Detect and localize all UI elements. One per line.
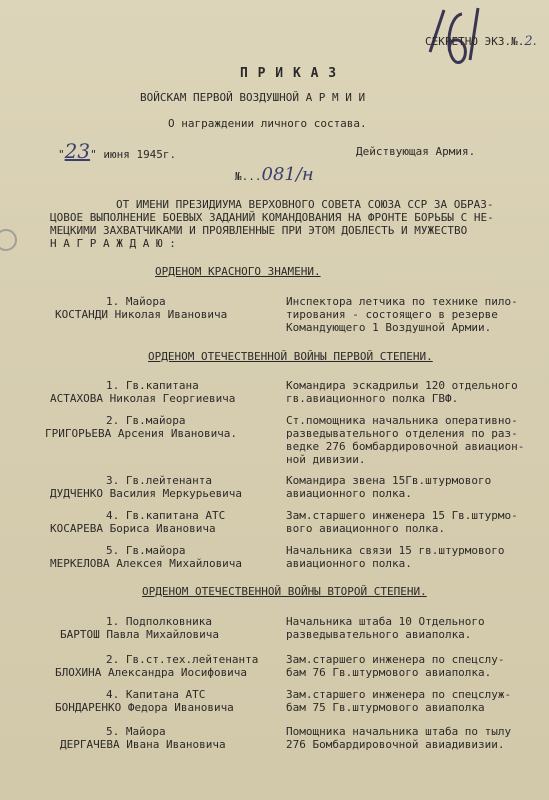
entry-name: ДЕРГАЧЕВА Ивана Ивановича [60, 738, 226, 751]
entry-name: КОСТАНДИ Николая Ивановича [55, 308, 228, 321]
entry-rank: 2. Гв.майора [106, 414, 186, 427]
entry-name: КОСАРЕВА Бориса Ивановича [50, 522, 216, 535]
preamble-line: ОТ ИМЕНИ ПРЕЗИДИУМА ВЕРХОВНОГО СОВЕТА СОЮЗА ССР ЗА ОБРАЗ- [116, 198, 494, 211]
entry-position: Зам.старшего инженера по спецслуж- [286, 688, 512, 701]
entry-position: бам 75 Гв.штурмового авиаполка [286, 701, 485, 714]
entry-position: Начальника связи 15 гв.штурмового [286, 544, 505, 557]
order-date: "23" июня 1945г. [58, 139, 177, 163]
section-heading: ОРДЕНОМ ОТЕЧЕСТВЕННОЙ ВОЙНЫ ПЕРВОЙ СТЕПЕНИ. [148, 350, 433, 363]
entry-rank: 2. Гв.ст.тех.лейтенанта [106, 653, 259, 666]
entry-position: Ст.помощника начальника оперативно- [286, 414, 518, 427]
entry-rank: 5. Гв.майора [106, 544, 186, 557]
entry-position: Командира эскадрильи 120 отдельного [286, 379, 518, 392]
order-subject: О награждении личного состава. [168, 117, 367, 130]
entry-name: МЕРКЕЛОВА Алексея Михайловича [50, 557, 243, 570]
date-day: 23 [64, 139, 91, 163]
entry-name: БЛОХИНА Александра Иосифовича [55, 666, 248, 679]
entry-position: Инспектора летчика по технике пило- [286, 295, 518, 308]
entry-position: Командующего 1 Воздушной Армии. [286, 321, 492, 334]
entry-rank: 1. Подполковника [106, 615, 212, 628]
preamble-line: ЦОВОЕ ВЫПОЛНЕНИЕ БОЕВЫХ ЗАДАНИЙ КОМАНДОВАНИЯ НА ФРОНТЕ БОРЬБЫ С НЕ- [50, 211, 494, 224]
entry-position: гв.авиационного полка ГВФ. [286, 392, 459, 405]
margin-stamp [0, 226, 30, 256]
entry-position: разведывательного отделения по раз- [286, 427, 518, 440]
entry-name: ДУДЧЕНКО Василия Меркурьевича [50, 487, 243, 500]
entry-position: Помощника начальника штаба по тылу [286, 725, 512, 738]
entry-position: Зам.старшего инженера по спецслу- [286, 653, 505, 666]
secret-label: СЕКРЕТНО ЭКЗ.№.2. [425, 34, 537, 49]
entry-rank: 4. Гв.капитана АТС [106, 509, 226, 522]
entry-position: авиационного полка. [286, 487, 412, 500]
entry-name: АСТАХОВА Николая Георгиевича [50, 392, 236, 405]
copy-number: 2. [524, 34, 537, 49]
entry-name: БАРТОШ Павла Михайловича [60, 628, 219, 641]
entry-position: Командира звена 15Гв.штурмового [286, 474, 492, 487]
entry-position: авиационного полка. [286, 557, 412, 570]
entry-position: тирования - состоящего в резерве [286, 308, 498, 321]
entry-position: ведке 276 бомбардировочной авиацион- [286, 440, 525, 453]
entry-position: Начальника штаба 10 Отдельного [286, 615, 485, 628]
entry-rank: 5. Майора [106, 725, 166, 738]
entry-rank: 1. Гв.капитана [106, 379, 199, 392]
entry-rank: 4. Капитана АТС [106, 688, 206, 701]
entry-name: ГРИГОРЬЕВА Арсения Ивановича. [45, 427, 238, 440]
section-heading: ОРДЕНОМ КРАСНОГО ЗНАМЕНИ. [155, 265, 321, 278]
entry-rank: 3. Гв.лейтенанта [106, 474, 212, 487]
entry-position: бам 76 Гв.штурмового авиаполка. [286, 666, 492, 679]
order-number: №...081/н [235, 164, 314, 185]
entry-position: разведывательного авиаполка. [286, 628, 472, 641]
preamble-line: Н А Г Р А Ж Д А Ю : [50, 237, 176, 250]
preamble-line: МЕЦКИМИ ЗАХВАТЧИКАМИ И ПРОЯВЛЕННЫЕ ПРИ ЭТОМ ДОБЛЕСТЬ И МУЖЕСТВО [50, 224, 468, 237]
entry-position: Зам.старшего инженера 15 Гв.штурмо- [286, 509, 518, 522]
order-subtitle: ВОЙСКАМ ПЕРВОЙ ВОЗДУШНОЙ А Р М И И [140, 91, 366, 104]
entry-rank: 1. Майора [106, 295, 166, 308]
order-number-value: 081/н [261, 164, 314, 185]
entry-name: БОНДАРЕНКО Федора Ивановича [55, 701, 234, 714]
order-title: П Р И К А З [240, 66, 338, 81]
entry-position: ной дивизии. [286, 453, 366, 466]
entry-position: вого авиационного полка. [286, 522, 445, 535]
location: Действующая Армия. [356, 145, 476, 158]
section-heading: ОРДЕНОМ ОТЕЧЕСТВЕННОЙ ВОЙНЫ ВТОРОЙ СТЕПЕНИ. [142, 585, 427, 598]
entry-position: 276 Бомбардировочной авиадивизии. [286, 738, 505, 751]
